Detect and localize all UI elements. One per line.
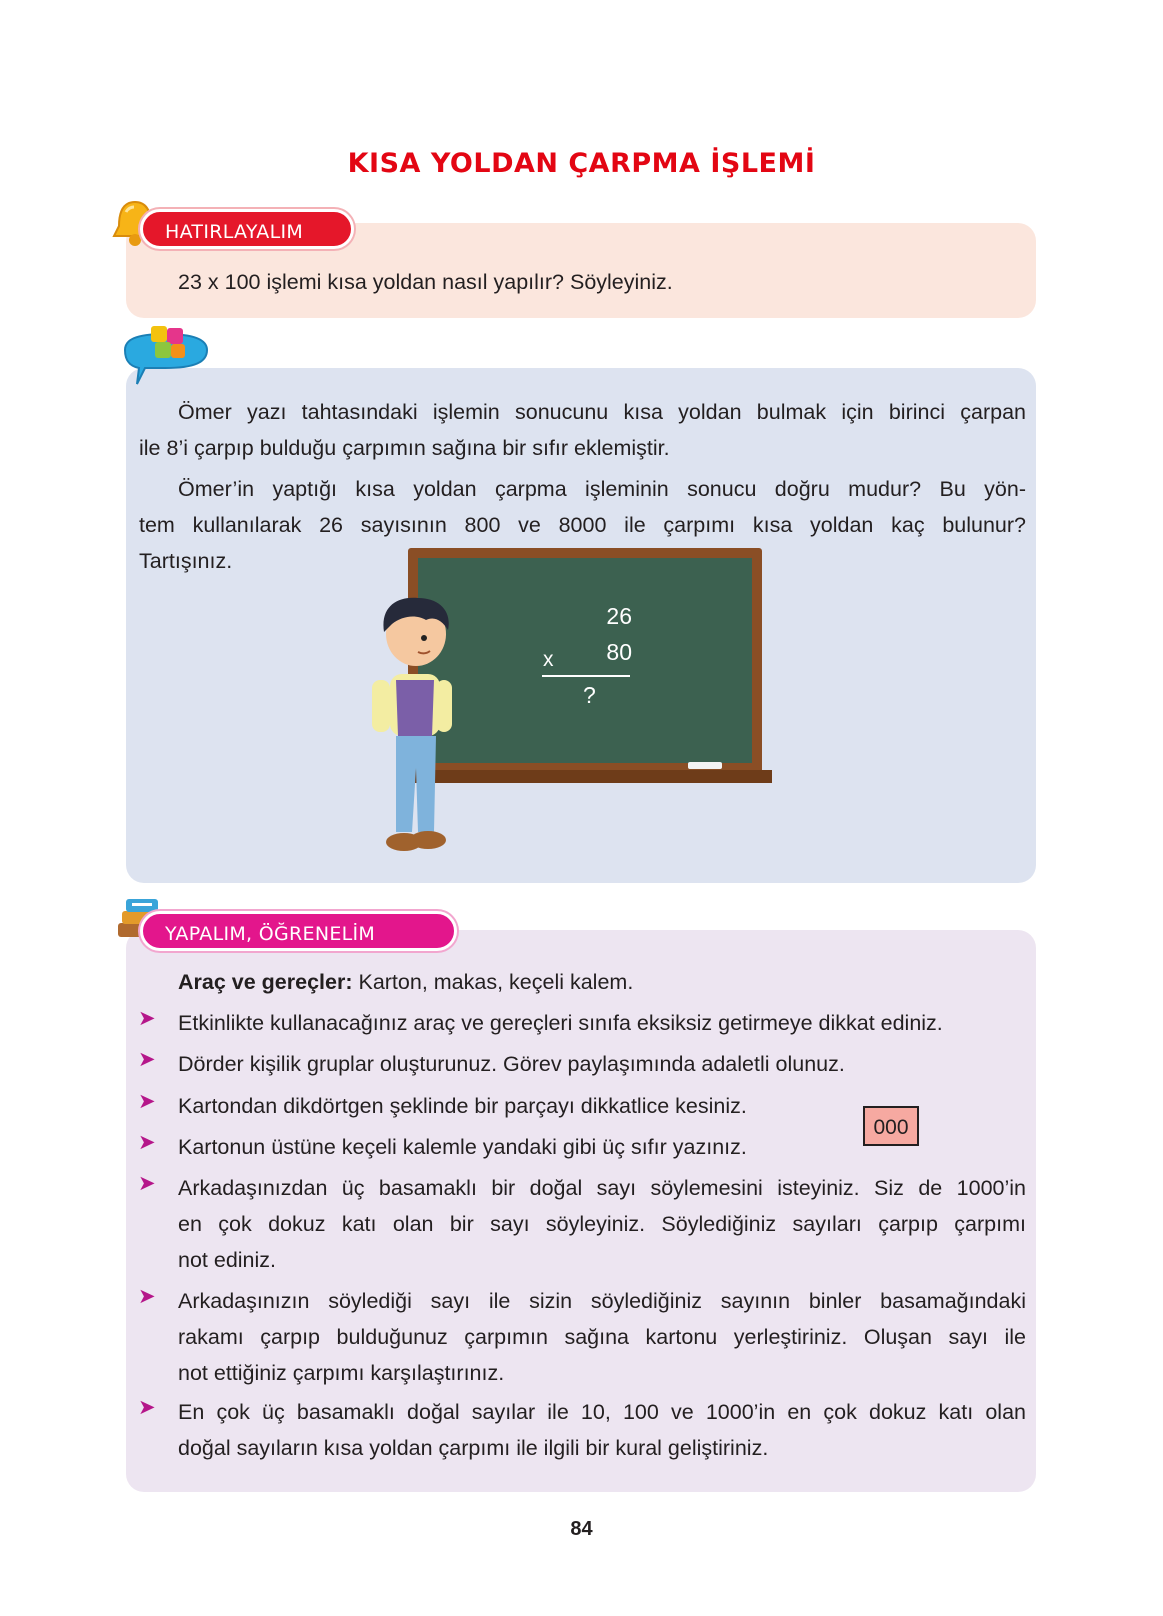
materials-text: Karton, makas, keçeli kalem.: [352, 970, 634, 994]
activity-tab: YAPALIM, ÖĞRENELİM: [140, 911, 457, 951]
activity-item-line: not ettiğiniz çarpımı karşılaştırınız.: [178, 1361, 505, 1385]
activity-item-line: Arkadaşınızdan üç basamaklı bir doğal sayı söylemesini isteyiniz. Siz de 1000’in: [178, 1176, 1026, 1200]
activity-item-line: not ediniz.: [178, 1248, 277, 1272]
boy-illustration: [368, 596, 468, 868]
story-line: ile 8’i çarpıp bulduğu çarpımın sağına bir sıfır eklemiştir.: [139, 436, 670, 460]
activity-item-line: rakamı çarpıp bulduğunuz çarpımın sağına kartonu yerleştiriniz. Oluşan sayı ile: [178, 1325, 1026, 1349]
activity-item-line: doğal sayıların kısa yoldan çarpımı ile ilgili bir kural geliştiriniz.: [178, 1436, 769, 1460]
board-operand-a: 26: [606, 603, 632, 629]
recall-tab: HATIRLAYALIM: [140, 209, 354, 249]
board-result: ?: [583, 682, 596, 708]
activity-item-line: en çok dokuz katı olan bir sayı söyleyiniz. Söylediğiniz sayıları çarpıp çarpımı: [178, 1212, 1026, 1236]
chalk: [688, 762, 722, 769]
activity-item-line: Dörder kişilik gruplar oluşturunuz. Görev paylaşımında adaletli olunuz.: [178, 1052, 845, 1076]
board-rule: [542, 675, 630, 677]
story-line: Ömer’in yaptığı kısa yoldan çarpma işleminin sonucu doğru mudur? Bu yön-: [178, 477, 1026, 501]
activity-item-line: En çok üç basamaklı doğal sayılar ile 10, 100 ve 1000’in en çok dokuz katı olan: [178, 1400, 1026, 1424]
bullet-arrow-icon: ➤: [138, 1131, 156, 1154]
board-operator: x: [543, 648, 554, 671]
board-operand-b: 80: [606, 639, 632, 665]
activity-item-line: Arkadaşınızın söylediği sayı ile sizin söylediğiniz sayının binler basamağındaki: [178, 1289, 1026, 1313]
bullet-arrow-icon: ➤: [138, 1172, 156, 1195]
story-line: Ömer yazı tahtasındaki işlemin sonucunu kısa yoldan bulmak için birinci çarpan: [178, 400, 1026, 424]
activity-item-line: Kartondan dikdörtgen şeklinde bir parçayı dikkatlice kesiniz.: [178, 1094, 747, 1118]
activity-item-line: Kartonun üstüne keçeli kalemle yandaki gibi üç sıfır yazınız.: [178, 1135, 747, 1159]
materials-line: [178, 964, 633, 1000]
recall-question: 23 x 100 işlemi kısa yoldan nasıl yapılır? Söyleyiniz.: [178, 270, 673, 294]
story-line: tem kullanılarak 26 sayısının 800 ve 8000 ile çarpımı kısa yoldan kaç bulunur?: [139, 513, 1026, 537]
page-number: 84: [570, 1518, 593, 1540]
activity-item-line: Etkinlikte kullanacağınız araç ve gereçleri sınıfa eksiksiz getirmeye dikkat ediniz.: [178, 1011, 943, 1035]
bullet-arrow-icon: ➤: [138, 1007, 156, 1030]
bullet-arrow-icon: ➤: [138, 1396, 156, 1419]
bullet-arrow-icon: ➤: [138, 1048, 156, 1071]
page-title: KISA YOLDAN ÇARPMA İŞLEMİ: [347, 148, 816, 179]
materials-label: Araç ve gereçler:: [178, 970, 353, 994]
story-line: Tartışınız.: [139, 549, 233, 573]
bullet-arrow-icon: ➤: [138, 1090, 156, 1113]
puzzle-bubble-icon: [115, 322, 215, 392]
bullet-arrow-icon: ➤: [138, 1285, 156, 1308]
zero-card: 000: [863, 1106, 919, 1146]
